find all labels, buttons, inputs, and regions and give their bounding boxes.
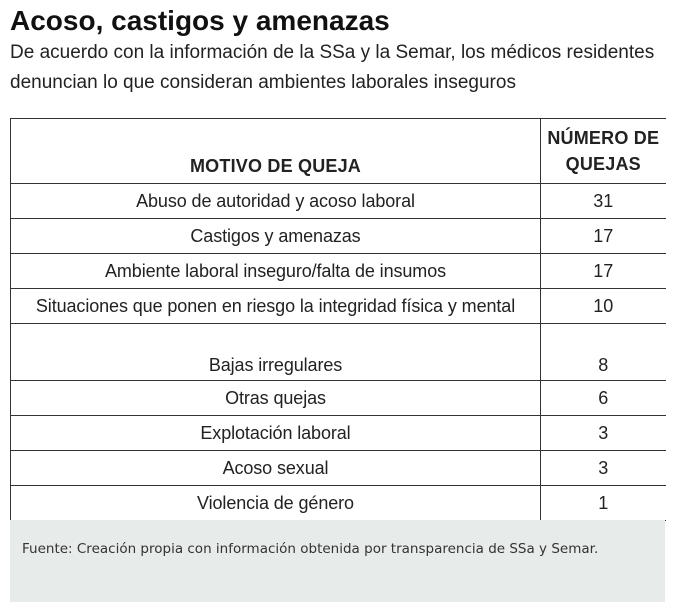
table-row [11,381,666,416]
table-row [11,324,666,381]
table-row [11,451,666,486]
table-row [11,416,666,451]
count-cell: 17 [541,219,666,254]
chart-title: Acoso, castigos y amenazas [10,5,390,36]
table-row [11,254,666,289]
count-cell: 6 [541,381,666,416]
count-cell: 3 [541,416,666,451]
complaints-table-container [10,118,665,521]
motivo-cell: Situaciones que ponen en riesgo la integridad física y mental [11,289,541,324]
count-cell: 31 [541,184,666,219]
count-cell: 1 [541,486,666,521]
motivo-cell: Abuso de autoridad y acoso laboral [11,184,541,219]
count-cell: 8 [541,324,666,381]
column-header-numero: NÚMERO DE QUEJAS [541,119,666,184]
motivo-cell: Acoso sexual [11,451,541,486]
motivo-cell: Bajas irregulares [11,324,541,381]
chart-subtitle: De acuerdo con la información de la SSa y la Semar, los médicos residentes denuncian lo que consideran ambientes laborales inseguros [10,42,655,93]
column-header-motivo: MOTIVO DE QUEJA [11,119,541,184]
count-cell: 3 [541,451,666,486]
table-row [11,486,666,521]
table-row [11,184,666,219]
table-row [11,289,666,324]
motivo-cell: Otras quejas [11,381,541,416]
motivo-cell: Violencia de género [11,486,541,521]
motivo-cell: Ambiente laboral inseguro/falta de insumos [11,254,541,289]
table-row [11,219,666,254]
count-cell: 10 [541,289,666,324]
count-cell: 17 [541,254,666,289]
motivo-cell: Castigos y amenazas [11,219,541,254]
complaints-table [10,118,666,521]
motivo-cell: Explotación laboral [11,416,541,451]
source-note: Fuente: Creación propia con información obtenida por transparencia de SSa y Semar. [10,520,665,602]
